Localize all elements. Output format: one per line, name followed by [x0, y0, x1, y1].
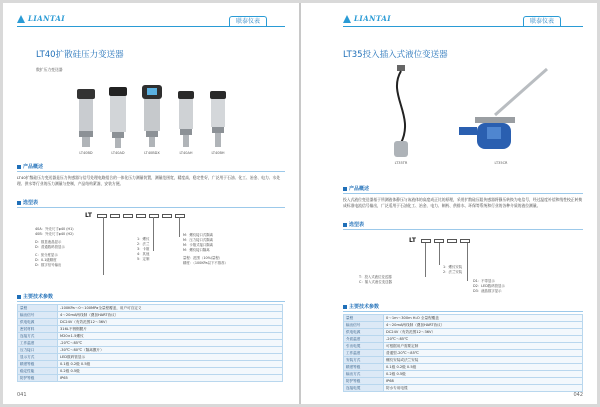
transmitter-image [139, 85, 165, 149]
product-caption: LT35TR [394, 161, 408, 165]
code-box [110, 214, 120, 218]
table-row: 稳定性能 0.2级 0.5级 [18, 368, 283, 375]
option-list-left: T：投入式液位变送器 C：插入式液位变送器 [359, 275, 392, 284]
product-photo [207, 91, 229, 155]
specs-heading: 主要技术参数 [343, 303, 379, 310]
product-caption: LT40AD [111, 151, 125, 155]
table-row: 输出信号 4～20mA两线制（叠加HART协议） [18, 312, 283, 319]
brand-name: LIANTAI [28, 14, 66, 23]
table-row: 安装方式 螺纹安装或法兰安装 [344, 357, 583, 364]
page-number: 041 [17, 392, 27, 398]
selection-heading: 选型表 [343, 221, 364, 228]
code-box [175, 214, 185, 218]
leader-line [179, 217, 180, 237]
brand-logo [17, 14, 65, 23]
product-caption: LT40BH [211, 151, 225, 155]
level-transmitter-image [381, 65, 421, 159]
transmitter-image [207, 91, 229, 149]
product-subtitle: 数扩压力变送器 [36, 67, 63, 72]
brand-name: LIANTAI [354, 14, 392, 23]
table-row: 显示方式 LED数码管显示 [18, 354, 283, 361]
product-caption: LT35CR [494, 161, 508, 165]
table-row: 引出电缆 可根据用户需要定制 [344, 343, 583, 350]
code-box [460, 239, 470, 243]
code-box [162, 214, 172, 218]
table-row: 工作温度 -20℃～85℃ [18, 340, 283, 347]
section-rule [17, 301, 285, 302]
product-caption: LT40BDX [144, 151, 160, 155]
table-row: 连接电缆 防水专用电缆 [344, 385, 583, 392]
selection-heading: 选型表 [17, 199, 38, 206]
specs-heading: 主要技术参数 [17, 293, 53, 300]
product-photo [75, 89, 97, 155]
page-left [3, 3, 299, 404]
overview-heading: 产品概述 [17, 163, 43, 170]
section-rule [17, 207, 285, 208]
option-list-right: D1：不带显示 D2：LED数码管显示 D3：液晶数字显示 [473, 279, 505, 293]
table-row: 介质温度 -20℃～85℃ [344, 336, 583, 343]
code-box [421, 239, 431, 243]
code-box [136, 214, 146, 218]
code-box [123, 214, 133, 218]
product-caption: LT40AH [179, 151, 193, 155]
page-number: 042 [573, 392, 583, 398]
table-row: 防护等级 IP68 [344, 378, 583, 385]
table-row: 供电电源 DC24V（有效范围12～36V） [18, 319, 283, 326]
model-code-row [409, 237, 473, 244]
product-photo [175, 91, 197, 155]
section-rule [343, 193, 583, 194]
section-rule [343, 311, 583, 312]
brand-mark-icon [343, 15, 351, 23]
table-row: 压力接口 -30℃～80℃（隔离膜片） [18, 347, 283, 354]
product-photo [107, 87, 129, 155]
overview-heading: 产品概述 [343, 185, 369, 192]
overview-text: 投入式液位变送器基于所测液体静压与该液体的高度成正比的原理，采用扩散硅压阻传感器将静压转换为电信号，经过温度补偿和线性校正转换成标准电流信号输出，广泛适用于石油化工、冶金、电力、制药、供排水、环保等系统和行业的各种介质的液位测量。 [343, 197, 583, 208]
table-row: 防护等级 IP65 [18, 375, 283, 382]
leader-line [425, 243, 426, 277]
option-list-mid: 1：螺纹安装 2：法兰安装 [443, 265, 463, 274]
product-photos [75, 85, 229, 155]
code-box [447, 239, 457, 243]
table-row: 输出信号 4～20mA两线制（叠加HART协议） [344, 322, 583, 329]
table-row: 精度等级 0.1级 0.2级 0.5级 [344, 364, 583, 371]
table-row: 量程 -100KPa～0～100MPa全量程覆盖，用户可自定义 [18, 305, 283, 312]
header-tab: 联泰仪表 [523, 16, 561, 27]
product-photo [451, 65, 551, 165]
code-box [149, 214, 159, 218]
transmitter-image [175, 91, 197, 149]
leader-line [439, 243, 440, 265]
model-code-row [85, 212, 188, 219]
section-rule [17, 171, 285, 172]
product-photos [381, 65, 551, 165]
header-rule [343, 26, 583, 27]
brand-logo [343, 14, 391, 23]
leader-line [467, 243, 468, 281]
product-title: LT40扩散硅压力变送器 [36, 50, 124, 60]
table-row: 工作温度 普通型-20℃～85℃ [344, 350, 583, 357]
product-title: LT35投入插入式液位变送器 [343, 50, 448, 60]
transmitter-image [75, 89, 97, 149]
model-code: LT [85, 212, 92, 219]
page-right [301, 3, 597, 404]
product-photo [381, 65, 421, 165]
leader-line [103, 217, 104, 275]
specs-table [17, 304, 283, 382]
specs-table [343, 314, 583, 392]
section-rule [343, 229, 583, 230]
header-tab: 联泰仪表 [229, 16, 267, 27]
brand-mark-icon [17, 15, 25, 23]
table-row: 量程 0～1m～300m H₂O 全量程覆盖 [344, 315, 583, 322]
product-caption: LT40BD [79, 151, 93, 155]
table-row: 密封材料 316L不锈钢膜片 [18, 326, 283, 333]
model-code: LT [409, 237, 416, 244]
option-list-mid: 1：螺纹 2：法兰 3：卡箍 4：其他 5：定制 [137, 237, 150, 261]
table-row: 供电电源 DC24V（有效范围12～36V） [344, 329, 583, 336]
table-row: 连接方式 M20×1.5螺纹 [18, 333, 283, 340]
header-rule [17, 26, 285, 27]
option-list-right: M：螺纹接口式隔离 M：压力接口式隔离 M：卡箍式接口隔离 M：螺纹接口隔离 量程：范围（10%/量程） 精度：（100KPa以下不推荐） [183, 233, 228, 265]
table-row: 输出方式 0.2级 0.5级 [344, 371, 583, 378]
table-row: 精度等级 0.1级 0.2级 0.5级 [18, 361, 283, 368]
leader-line [153, 217, 154, 251]
option-list-left: 40A：外壳尺寸φ40 (H1) 40B：外壳尺寸φ40 (H2) D：数显液晶显示 D：普通数码管显示 C：宽分度显示 D：0.1级精度 D：数字信号输出 [35, 227, 74, 267]
overview-text: LT40扩散硅压力变送器是压力传感器与信号处理电路组合的一体化压力测量装置，测量范围宽，精度高，稳定性好，广泛用于石油、化工、冶金、电力、水处理、供水等行业的压力测量与控制，产品结构紧凑，安装方便。 [17, 175, 281, 186]
level-transmitter-image [451, 65, 551, 159]
transmitter-image [107, 87, 129, 149]
product-photo [139, 85, 165, 155]
